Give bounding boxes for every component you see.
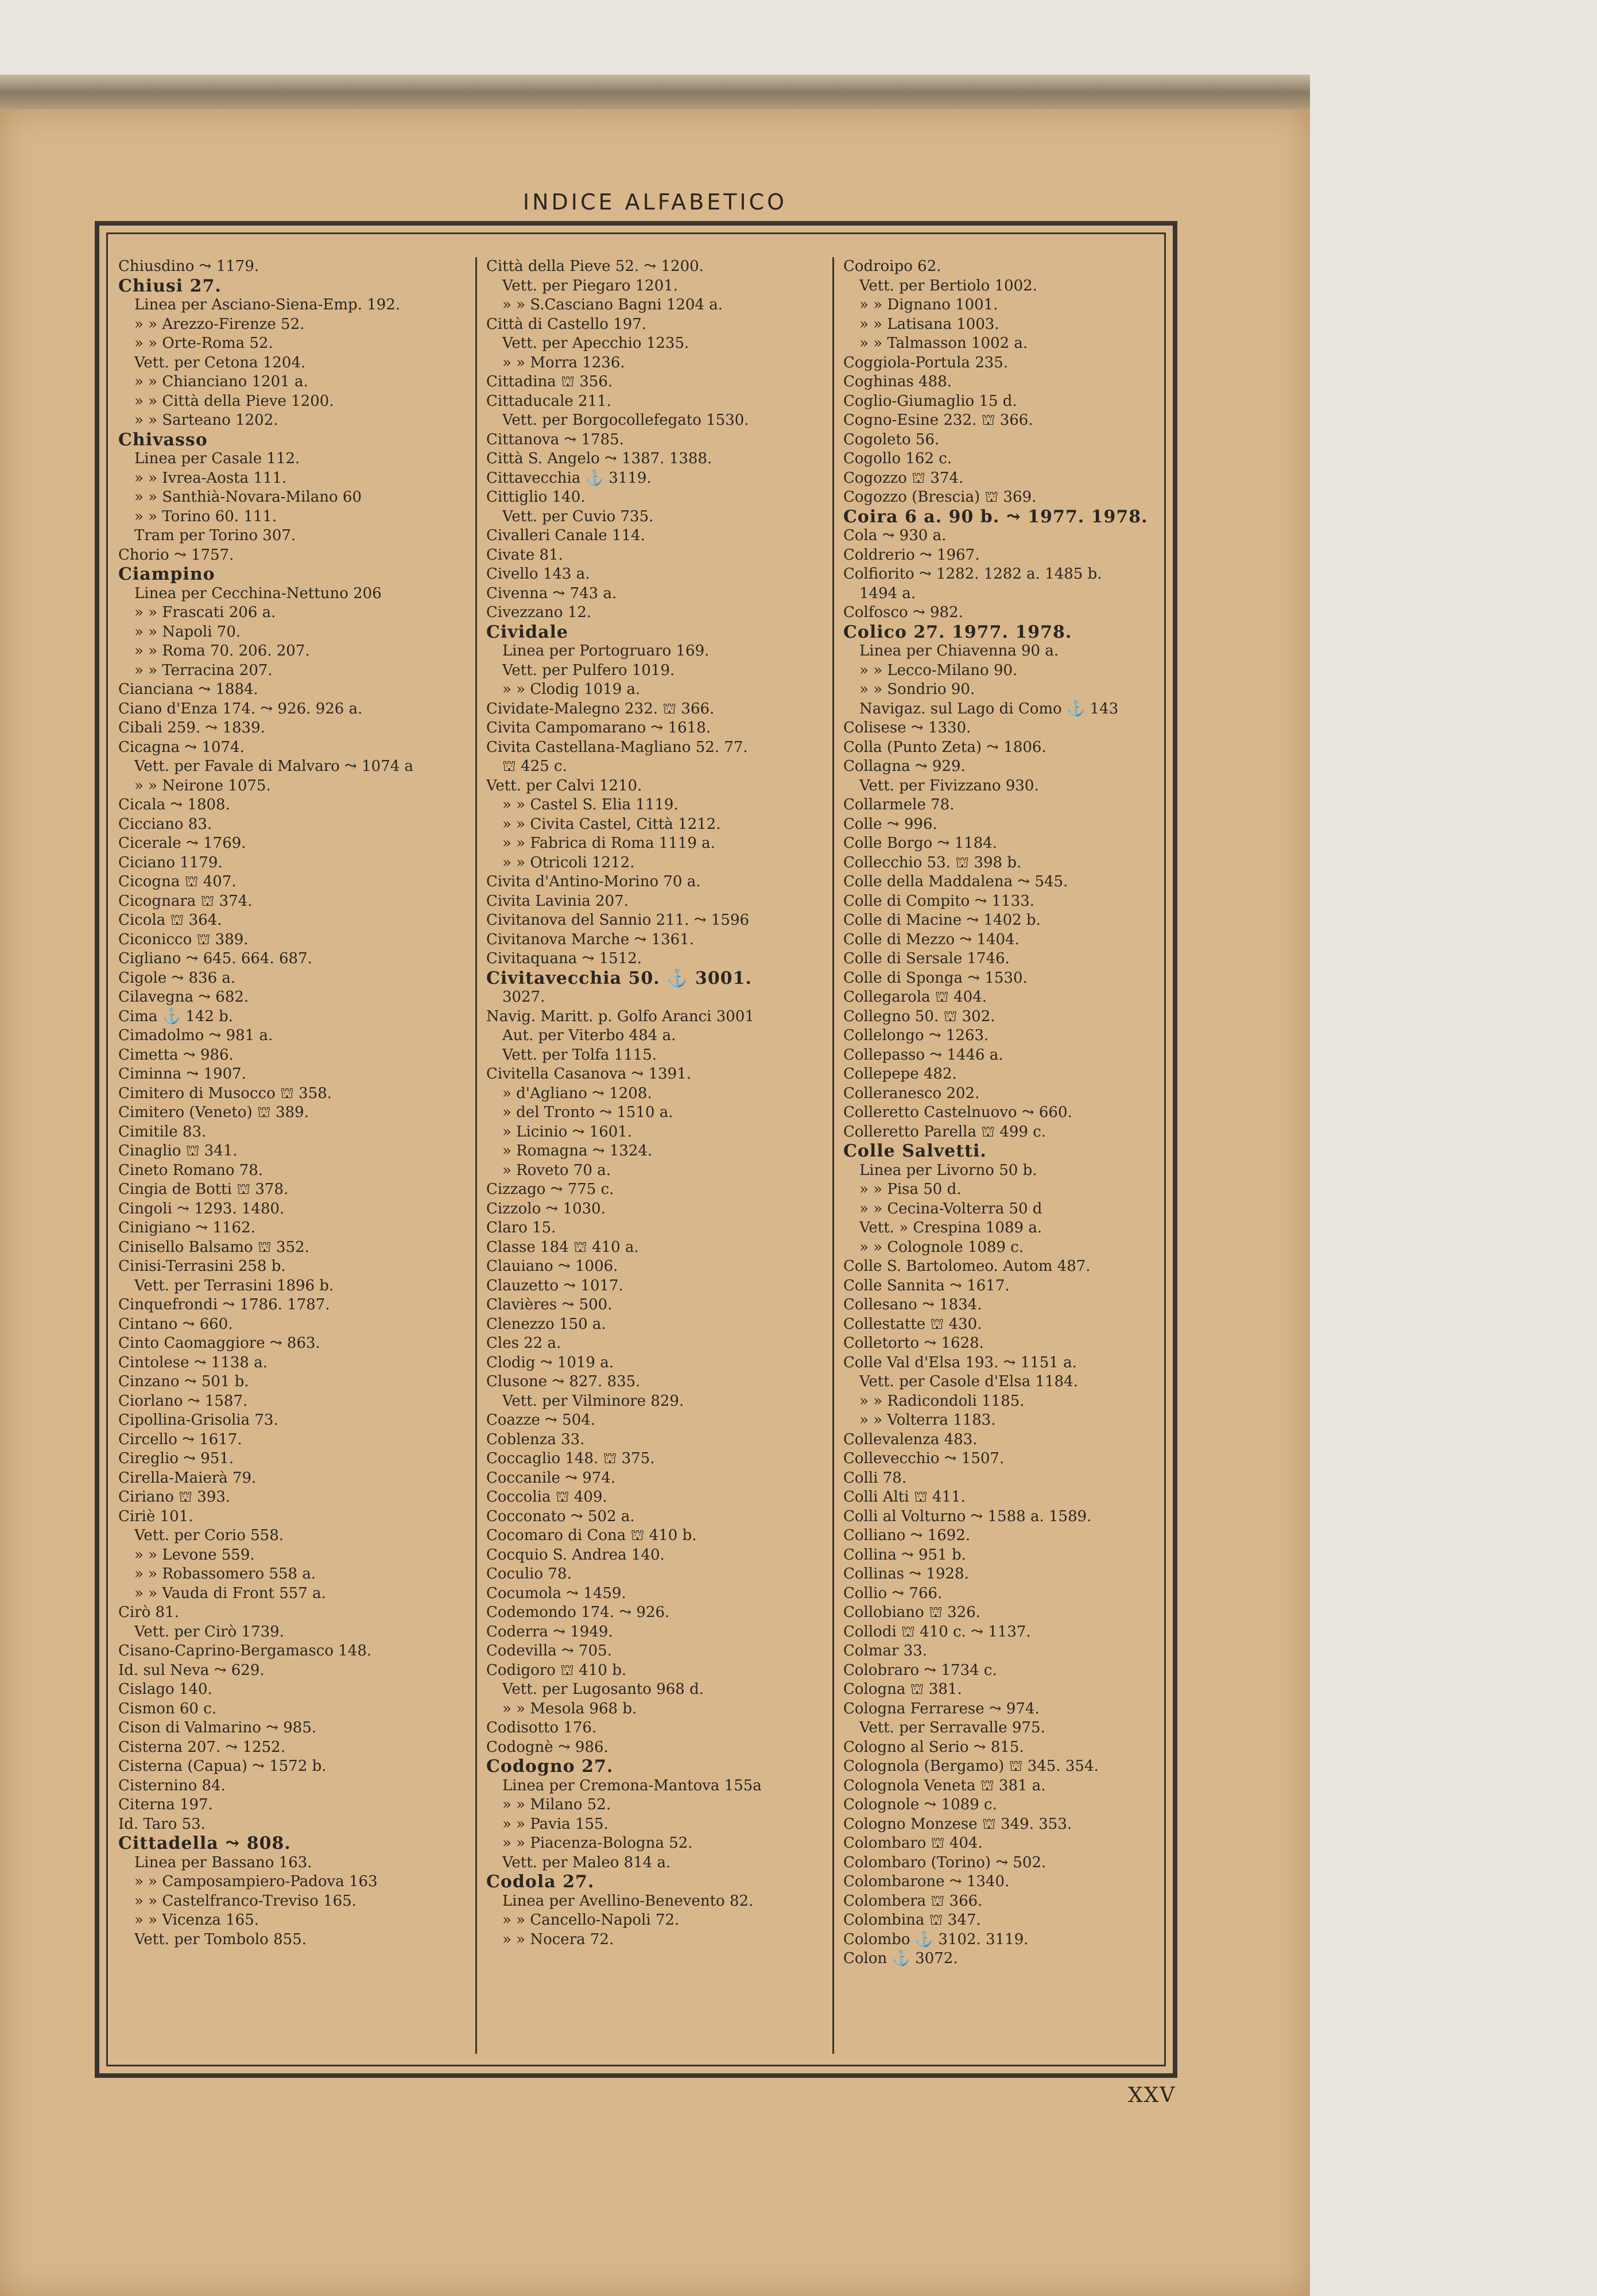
index-entry: Codemondo 174. ⤳ 926. <box>486 1604 670 1621</box>
index-entry: » » Latisana 1003. <box>859 315 999 333</box>
index-entry: » » Mesola 968 b. <box>502 1700 637 1717</box>
index-entry: Codroipo 62. <box>843 258 941 275</box>
index-entry: » » Robassomero 558 a. <box>134 1565 316 1583</box>
index-entry: Civenna ⤳ 743 a. <box>486 584 617 602</box>
index-entry: Cola ⤳ 930 a. <box>843 527 947 544</box>
index-entry: Cimadolmo ⤳ 981 a. <box>118 1027 273 1044</box>
index-entry: » » Cancello-Napoli 72. <box>502 1911 680 1929</box>
index-entry: Aut. per Viterbo 484 a. <box>502 1027 676 1044</box>
index-entry: » » Cecina-Volterra 50 d <box>859 1200 1042 1217</box>
index-entry: Colle di Compito ⤳ 1133. <box>843 892 1035 910</box>
index-entry: Colliano ⤳ 1692. <box>843 1527 971 1544</box>
index-entry: Cittadina ⛫ 356. <box>486 373 613 390</box>
index-entry: Cinigiano ⤳ 1162. <box>118 1219 255 1236</box>
index-entry: Cogozzo (Brescia) ⛫ 369. <box>843 488 1037 506</box>
index-entry: Coccaglio 148. ⛫ 375. <box>486 1450 655 1467</box>
index-entry: Cologno Monzese ⛫ 349. 353. <box>843 1815 1072 1833</box>
index-entry: Colli 78. <box>843 1469 907 1487</box>
index-entry: Codevilla ⤳ 705. <box>486 1642 612 1659</box>
index-entry: » » Camposampiero-Padova 163 <box>134 1873 378 1890</box>
index-entry: » Romagna ⤳ 1324. <box>502 1142 653 1159</box>
index-entry: Coculio 78. <box>486 1565 572 1583</box>
index-entry: Tram per Torino 307. <box>134 527 296 544</box>
index-entry: Ciriano ⛫ 393. <box>118 1488 231 1506</box>
index-entry: Cizzolo ⤳ 1030. <box>486 1200 606 1217</box>
index-entry: Vett. per Bertiolo 1002. <box>859 277 1037 294</box>
index-entry: Colli Alti ⛫ 411. <box>843 1488 966 1506</box>
index-entry: Cittiglio 140. <box>486 488 586 506</box>
index-heading: Codogno 27. <box>486 1757 614 1777</box>
index-entry: » » Civita Castel, Città 1212. <box>502 815 721 833</box>
index-entry: Linea per Bassano 163. <box>134 1853 312 1871</box>
index-entry: Citerna 197. <box>118 1796 213 1813</box>
index-entry: Coblenza 33. <box>486 1430 585 1448</box>
index-entry: Cismon 60 c. <box>118 1700 217 1717</box>
index-frame <box>95 221 1177 2078</box>
index-entry: Cintano ⤳ 660. <box>118 1315 233 1333</box>
index-entry: Collodi ⛫ 410 c. ⤳ 1137. <box>843 1623 1031 1640</box>
index-entry: Cineto Romano 78. <box>118 1161 263 1179</box>
index-heading: Codola 27. <box>486 1872 595 1892</box>
index-entry: » » Orte-Roma 52. <box>134 335 273 352</box>
index-entry: Linea per Livorno 50 b. <box>859 1161 1037 1179</box>
index-entry: 3027. <box>502 988 545 1006</box>
index-entry: Colle della Maddalena ⤳ 545. <box>843 873 1068 890</box>
index-entry: Navigaz. sul Lago di Como ⚓ 143 <box>859 700 1119 718</box>
index-entry: Colombo ⚓ 3102. 3119. <box>843 1930 1029 1948</box>
index-entry: Colombaro ⛫ 404. <box>843 1835 983 1852</box>
index-entry: Colli al Volturno ⤳ 1588 a. 1589. <box>843 1507 1092 1525</box>
index-entry: Ciorlano ⤳ 1587. <box>118 1392 248 1410</box>
index-entry: Coderra ⤳ 1949. <box>486 1623 613 1640</box>
index-entry: Ciminna ⤳ 1907. <box>118 1065 246 1083</box>
index-entry: Vett. per Fivizzano 930. <box>859 777 1039 794</box>
index-entry: Collina ⤳ 951 b. <box>843 1546 966 1564</box>
index-entry: Cisterna (Capua) ⤳ 1572 b. <box>118 1758 327 1775</box>
index-entry: Claro 15. <box>486 1219 556 1236</box>
index-entry: Colon ⚓ 3072. <box>843 1950 958 1967</box>
index-entry: Vett. per Corio 558. <box>134 1527 284 1544</box>
index-entry: » » Neirone 1075. <box>134 777 271 794</box>
index-entry: » » Napoli 70. <box>134 623 241 641</box>
index-entry: Cicala ⤳ 1808. <box>118 796 230 813</box>
index-entry: Città di Castello 197. <box>486 315 647 333</box>
index-entry: Colognole ⤳ 1089 c. <box>843 1796 997 1813</box>
index-entry: Cocconato ⤳ 502 a. <box>486 1507 635 1525</box>
index-entry: Linea per Portogruaro 169. <box>502 642 710 660</box>
index-entry: Vett. per Vilminore 829. <box>502 1392 684 1410</box>
index-entry: Linea per Chiavenna 90 a. <box>859 642 1059 660</box>
index-entry: » » S.Casciano Bagni 1204 a. <box>502 296 723 313</box>
index-entry: Codisotto 176. <box>486 1719 597 1736</box>
page-number: XXV <box>1128 2084 1176 2107</box>
index-column-1 <box>118 257 468 2054</box>
index-entry: Clodig ⤳ 1019 a. <box>486 1353 614 1371</box>
index-entry: Vett. per Calvi 1210. <box>486 777 642 794</box>
index-entry: » » Volterra 1183. <box>859 1411 996 1429</box>
index-entry: Cinisello Balsamo ⛫ 352. <box>118 1238 309 1256</box>
index-entry: Ciriè 101. <box>118 1507 193 1525</box>
index-entry: Linea per Cremona-Mantova 155a <box>502 1777 762 1794</box>
index-entry: Cicogna ⛫ 407. <box>118 873 237 890</box>
index-entry: » » Otricoli 1212. <box>502 854 635 871</box>
index-entry: Civita Castellana-Magliano 52. 77. <box>486 738 748 756</box>
index-entry: Cittavecchia ⚓ 3119. <box>486 469 652 487</box>
index-entry: Collevecchio ⤳ 1507. <box>843 1450 1005 1467</box>
index-entry: Cocomaro di Cona ⛫ 410 b. <box>486 1527 697 1544</box>
index-entry: » » Vauda di Front 557 a. <box>134 1584 326 1602</box>
index-entry: ⛫ 425 c. <box>502 758 567 775</box>
index-entry: Colombina ⛫ 347. <box>843 1911 981 1929</box>
index-entry: Colla (Punto Zeta) ⤳ 1806. <box>843 738 1046 756</box>
index-entry: Cicciano 83. <box>118 815 212 833</box>
index-entry: » » Dignano 1001. <box>859 296 998 313</box>
index-entry: Cologno al Serio ⤳ 815. <box>843 1738 1024 1756</box>
index-entry: Cinzano ⤳ 501 b. <box>118 1373 249 1390</box>
index-entry: Cirella-Maierà 79. <box>118 1469 257 1487</box>
index-entry: Civitanova Marche ⤳ 1361. <box>486 930 695 948</box>
index-column-3 <box>832 257 1193 2054</box>
index-entry: » » Ivrea-Aosta 111. <box>134 469 287 487</box>
index-entry: Coggiola-Portula 235. <box>843 354 1009 371</box>
index-entry: » » Sondrio 90. <box>859 681 975 698</box>
index-column-2 <box>475 257 836 2054</box>
index-entry: Civitaquana ⤳ 1512. <box>486 950 642 967</box>
index-entry: Colle di Macine ⤳ 1402 b. <box>843 912 1041 929</box>
index-entry: Colfiorito ⤳ 1282. 1282 a. 1485 b. <box>843 565 1102 583</box>
index-entry: Cizzago ⤳ 775 c. <box>486 1181 614 1198</box>
index-entry: Cireglio ⤳ 951. <box>118 1450 234 1467</box>
index-entry: Cintolese ⤳ 1138 a. <box>118 1353 268 1371</box>
index-heading: Colle Salvetti. <box>843 1142 987 1161</box>
index-entry: Cividate-Malegno 232. ⛫ 366. <box>486 700 715 718</box>
index-entry: Cocumola ⤳ 1459. <box>486 1584 626 1602</box>
index-heading: Coira 6 a. 90 b. ⤳ 1977. 1978. <box>843 507 1148 526</box>
index-entry: Cimitero (Veneto) ⛫ 389. <box>118 1104 309 1121</box>
index-entry: Colisese ⤳ 1330. <box>843 719 971 736</box>
index-frame-inner <box>106 232 1166 2066</box>
index-entry: Cles 22 a. <box>486 1335 561 1352</box>
index-entry: » » Castelfranco-Treviso 165. <box>134 1892 356 1910</box>
index-entry: 1494 a. <box>859 584 916 602</box>
index-entry: Colle ⤳ 996. <box>843 815 937 833</box>
index-entry: Cogollo 162 c. <box>843 450 952 467</box>
index-entry: Linea per Avellino-Benevento 82. <box>502 1892 754 1910</box>
index-entry: Cicagna ⤳ 1074. <box>118 738 245 756</box>
index-entry: Collio ⤳ 766. <box>843 1584 943 1602</box>
index-entry: Colfosco ⤳ 982. <box>843 604 963 621</box>
index-entry: Cicognara ⛫ 374. <box>118 892 253 910</box>
index-entry: » » Castel S. Elia 1119. <box>502 796 679 813</box>
index-entry: Cingia de Botti ⛫ 378. <box>118 1181 289 1198</box>
index-entry: Vett. per Piegaro 1201. <box>502 277 679 294</box>
index-entry: » » Pisa 50 d. <box>859 1181 962 1198</box>
index-entry: Clavières ⤳ 500. <box>486 1296 613 1313</box>
index-entry: Cogozzo ⛫ 374. <box>843 469 964 487</box>
index-entry: Cilavegna ⤳ 682. <box>118 988 249 1006</box>
index-heading: Chiusi 27. <box>118 276 222 296</box>
index-entry: Cimitile 83. <box>118 1123 207 1141</box>
index-entry: Civita d'Antino-Morino 70 a. <box>486 873 701 890</box>
index-entry: Vett. » Crespina 1089 a. <box>859 1219 1042 1236</box>
index-entry: Colobraro ⤳ 1734 c. <box>843 1661 997 1679</box>
index-entry: Collelongo ⤳ 1263. <box>843 1027 989 1044</box>
index-entry: Collinas ⤳ 1928. <box>843 1565 969 1583</box>
index-entry: Coccolia ⛫ 409. <box>486 1488 607 1506</box>
index-entry: Civalleri Canale 114. <box>486 527 645 544</box>
index-entry: Colle Val d'Elsa 193. ⤳ 1151 a. <box>843 1353 1077 1371</box>
index-entry: Cianciana ⤳ 1884. <box>118 681 258 698</box>
index-entry: Linea per Casale 112. <box>134 450 300 467</box>
index-entry: Colle di Sersale 1746. <box>843 950 1010 967</box>
index-entry: Collesano ⤳ 1834. <box>843 1296 982 1313</box>
index-heading: Cividale <box>486 622 568 642</box>
index-entry: » » Fabrica di Roma 1119 a. <box>502 835 715 852</box>
index-entry: Colle Borgo ⤳ 1184. <box>843 835 998 852</box>
index-entry: Clauiano ⤳ 1006. <box>486 1258 618 1275</box>
index-heading: Ciampino <box>118 565 215 584</box>
index-entry: Cicerale ⤳ 1769. <box>118 835 246 852</box>
index-entry: » » Chianciano 1201 a. <box>134 373 308 390</box>
index-entry: » » Levone 559. <box>134 1546 255 1564</box>
index-entry: Collecchio 53. ⛫ 398 b. <box>843 854 1022 871</box>
index-entry: Cinquefrondi ⤳ 1786. 1787. <box>118 1296 330 1313</box>
index-entry: Collestatte ⛫ 430. <box>843 1315 982 1333</box>
index-entry: Colombera ⛫ 366. <box>843 1892 983 1910</box>
index-entry: Ciano d'Enza 174. ⤳ 926. 926 a. <box>118 700 363 718</box>
index-heading: Colico 27. 1977. 1978. <box>843 622 1072 642</box>
index-entry: Cibali 259. ⤳ 1839. <box>118 719 265 736</box>
index-entry: Cogoleto 56. <box>843 430 940 448</box>
index-entry: » del Tronto ⤳ 1510 a. <box>502 1104 673 1121</box>
index-entry: Vett. per Serravalle 975. <box>859 1719 1045 1736</box>
index-entry: » » Terracina 207. <box>134 661 273 679</box>
index-entry: Civello 143 a. <box>486 565 590 583</box>
index-entry: Colle Sannita ⤳ 1617. <box>843 1277 1010 1294</box>
index-entry: Ciciano 1179. <box>118 854 223 871</box>
index-entry: Civitella Casanova ⤳ 1391. <box>486 1065 692 1083</box>
index-entry: Id. Taro 53. <box>118 1815 206 1833</box>
index-entry: Coldrerio ⤳ 1967. <box>843 546 980 564</box>
page-header: INDICE ALFABETICO <box>522 189 788 215</box>
index-entry: Colombarone ⤳ 1340. <box>843 1873 1010 1890</box>
index-entry: Cingoli ⤳ 1293. 1480. <box>118 1200 285 1217</box>
index-entry: Cogno-Esine 232. ⛫ 366. <box>843 412 1033 429</box>
index-entry: » » Città della Pieve 1200. <box>134 392 334 410</box>
index-entry: Cimetta ⤳ 986. <box>118 1046 234 1064</box>
index-entry: Collepasso ⤳ 1446 a. <box>843 1046 1003 1064</box>
index-entry: Linea per Asciano-Siena-Emp. 192. <box>134 296 401 313</box>
index-entry: Collarmele 78. <box>843 796 955 813</box>
index-entry: Civitanova del Sannio 211. ⤳ 1596 <box>486 912 750 929</box>
index-entry: Civita Campomarano ⤳ 1618. <box>486 719 711 736</box>
index-entry: Cigole ⤳ 836 a. <box>118 969 236 987</box>
index-entry: Cisternino 84. <box>118 1777 226 1794</box>
index-entry: Vett. per Tolfa 1115. <box>502 1046 657 1064</box>
index-entry: » » Torino 60. 111. <box>134 507 277 525</box>
index-entry: Colle di Mezzo ⤳ 1404. <box>843 930 1020 948</box>
index-entry: Vett. per Favale di Malvaro ⤳ 1074 a <box>134 758 414 775</box>
index-entry: Colle S. Bartolomeo. Autom 487. <box>843 1258 1091 1275</box>
index-entry: » » Morra 1236. <box>502 354 625 371</box>
index-entry: Collepepe 482. <box>843 1065 957 1083</box>
index-entry: » » Nocera 72. <box>502 1930 614 1948</box>
index-entry: » » Piacenza-Bologna 52. <box>502 1835 693 1852</box>
index-entry: Ciconicco ⛫ 389. <box>118 930 249 948</box>
index-entry: Civate 81. <box>486 546 563 564</box>
index-entry: Cirò 81. <box>118 1604 179 1621</box>
index-entry: Coghinas 488. <box>843 373 952 390</box>
index-entry: Cinaglio ⛫ 341. <box>118 1142 238 1159</box>
index-entry: Vett. per Apecchio 1235. <box>502 335 689 352</box>
index-entry: » Roveto 70 a. <box>502 1161 611 1179</box>
index-entry: Cittaducale 211. <box>486 392 611 410</box>
index-entry: Chiusdino ⤳ 1179. <box>118 258 259 275</box>
index-entry: Cison di Valmarino ⤳ 985. <box>118 1719 317 1736</box>
index-entry: Coglio-Giumaglio 15 d. <box>843 392 1017 410</box>
index-entry: Città della Pieve 52. ⤳ 1200. <box>486 258 704 275</box>
index-entry: Cocquio S. Andrea 140. <box>486 1546 665 1564</box>
index-entry: Cinto Caomaggiore ⤳ 863. <box>118 1335 320 1352</box>
index-entry: Colleretto Castelnuovo ⤳ 660. <box>843 1104 1072 1121</box>
index-entry: Colmar 33. <box>843 1642 928 1659</box>
index-entry: Colleretto Parella ⛫ 499 c. <box>843 1123 1046 1141</box>
index-entry: Classe 184 ⛫ 410 a. <box>486 1238 639 1256</box>
index-entry: Coccanile ⤳ 974. <box>486 1469 616 1487</box>
index-entry: Navig. Maritt. p. Golfo Aranci 3001 <box>486 1007 754 1025</box>
index-entry: Vett. per Casole d'Elsa 1184. <box>859 1373 1078 1390</box>
index-entry: Cittanova ⤳ 1785. <box>486 430 624 448</box>
index-entry: Cipollina-Grisolia 73. <box>118 1411 278 1429</box>
index-entry: Codigoro ⛫ 410 b. <box>486 1661 627 1679</box>
index-entry: Cologna ⛫ 381. <box>843 1681 962 1698</box>
index-entry: » » Sarteano 1202. <box>134 412 278 429</box>
index-entry: Cimitero di Musocco ⛫ 358. <box>118 1084 332 1102</box>
index-entry: Cicola ⛫ 364. <box>118 912 222 929</box>
index-entry: Clusone ⤳ 827. 835. <box>486 1373 641 1390</box>
index-entry: Linea per Cecchina-Nettuno 206 <box>134 584 382 602</box>
index-entry: Clauzetto ⤳ 1017. <box>486 1277 623 1294</box>
index-entry: Cologna Ferrarese ⤳ 974. <box>843 1700 1040 1717</box>
index-entry: » » Colognole 1089 c. <box>859 1238 1024 1256</box>
index-entry: » » Clodig 1019 a. <box>502 681 641 698</box>
index-entry: Vett. per Maleo 814 a. <box>502 1853 671 1871</box>
index-entry: Collagna ⤳ 929. <box>843 758 966 775</box>
index-entry: Collegarola ⛫ 404. <box>843 988 987 1006</box>
index-entry: Chorio ⤳ 1757. <box>118 546 234 564</box>
index-entry: Collegno 50. ⛫ 302. <box>843 1007 995 1025</box>
index-entry: Coazze ⤳ 504. <box>486 1411 596 1429</box>
index-entry: » » Pavia 155. <box>502 1815 608 1833</box>
index-entry: » d'Agliano ⤳ 1208. <box>502 1084 652 1102</box>
index-entry: » Licinio ⤳ 1601. <box>502 1123 633 1141</box>
index-entry: Vett. per Cuvio 735. <box>502 507 654 525</box>
index-entry: Cinisi-Terrasini 258 b. <box>118 1258 286 1275</box>
index-entry: Collevalenza 483. <box>843 1430 978 1448</box>
index-entry: Vett. per Borgocollefegato 1530. <box>502 412 749 429</box>
index-entry: Cigliano ⤳ 645. 664. 687. <box>118 950 312 967</box>
index-heading: Civitavecchia 50. ⚓ 3001. <box>486 968 752 988</box>
index-entry: Cislago 140. <box>118 1681 212 1698</box>
index-entry: » » Roma 70. 206. 207. <box>134 642 310 660</box>
index-entry: » » Santhià-Novara-Milano 60 <box>134 488 362 506</box>
index-entry: Id. sul Neva ⤳ 629. <box>118 1661 265 1679</box>
index-entry: Colognola Veneta ⛫ 381 a. <box>843 1777 1046 1794</box>
index-entry: » » Arezzo-Firenze 52. <box>134 315 305 333</box>
index-entry: Colleranesco 202. <box>843 1084 980 1102</box>
index-entry: Colle di Sponga ⤳ 1530. <box>843 969 1028 987</box>
index-entry: » » Frascati 206 a. <box>134 604 276 621</box>
index-entry: Cisano-Caprino-Bergamasco 148. <box>118 1642 372 1659</box>
index-entry: Colletorto ⤳ 1628. <box>843 1335 984 1352</box>
index-entry: Vett. per Cirò 1739. <box>134 1623 284 1640</box>
index-entry: Collobiano ⛫ 326. <box>843 1604 981 1621</box>
index-entry: Cisterna 207. ⤳ 1252. <box>118 1738 285 1756</box>
index-entry: » » Radicondoli 1185. <box>859 1392 1025 1410</box>
index-entry: Cima ⚓ 142 b. <box>118 1007 234 1025</box>
index-entry: » » Vicenza 165. <box>134 1911 259 1929</box>
index-entry: Vett. per Tombolo 855. <box>134 1930 307 1948</box>
index-entry: » » Lecco-Milano 90. <box>859 661 1018 679</box>
index-entry: Vett. per Cetona 1204. <box>134 354 306 371</box>
index-entry: Civita Lavinia 207. <box>486 892 629 910</box>
index-entry: » » Milano 52. <box>502 1796 611 1813</box>
index-entry: Circello ⤳ 1617. <box>118 1430 242 1448</box>
index-entry: » » Talmasson 1002 a. <box>859 335 1028 352</box>
index-heading: Chivasso <box>118 430 208 449</box>
index-heading: Cittadella ⤳ 808. <box>118 1834 291 1853</box>
index-entry: Codognè ⤳ 986. <box>486 1738 608 1756</box>
index-entry: Clenezzo 150 a. <box>486 1315 606 1333</box>
index-entry: Vett. per Lugosanto 968 d. <box>502 1681 704 1698</box>
index-entry: Città S. Angelo ⤳ 1387. 1388. <box>486 450 712 467</box>
index-entry: Vett. per Terrasini 1896 b. <box>134 1277 334 1294</box>
index-entry: Civezzano 12. <box>486 604 592 621</box>
index-entry: Vett. per Pulfero 1019. <box>502 661 675 679</box>
index-entry: Colombaro (Torino) ⤳ 502. <box>843 1853 1046 1871</box>
index-entry: Colognola (Bergamo) ⛫ 345. 354. <box>843 1758 1099 1775</box>
